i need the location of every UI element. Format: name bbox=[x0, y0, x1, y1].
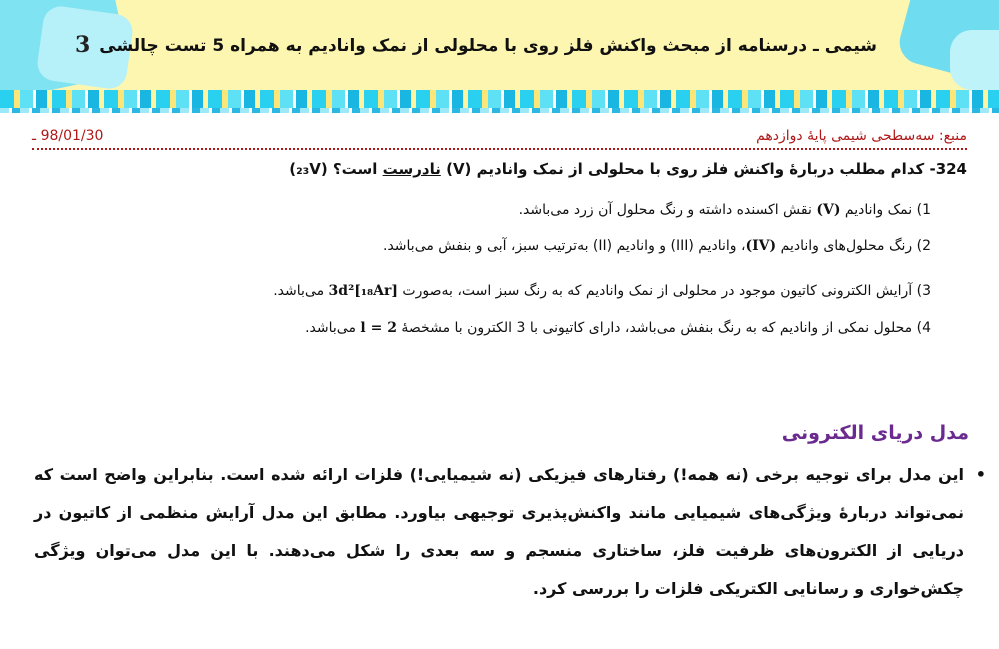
option-4 bbox=[305, 320, 931, 336]
option-text: می‌باشد. bbox=[305, 320, 361, 336]
question-atomic-number: (₂₃V) bbox=[289, 160, 328, 178]
decor-strip-thin bbox=[0, 108, 999, 113]
decor-strip bbox=[0, 90, 999, 108]
question-number: 324- bbox=[929, 160, 967, 178]
question-underlined-word: نادرست bbox=[382, 160, 441, 178]
option-formula: l = 2 bbox=[360, 320, 397, 336]
source-line bbox=[32, 128, 967, 150]
option-text: آرایش الکترونی کاتیون موجود در محلولی از نمک وانادیم که به رنگ سبز است، به‌صورت bbox=[397, 283, 913, 299]
section-paragraph bbox=[34, 456, 986, 608]
question-stem bbox=[289, 160, 967, 178]
option-3 bbox=[273, 283, 931, 299]
bullet-icon: • bbox=[975, 465, 986, 484]
question-element: (V) bbox=[446, 160, 472, 178]
question-text-end: است؟ bbox=[327, 160, 378, 178]
option-text: رنگ محلول‌های وانادیم bbox=[776, 238, 913, 254]
source-date: 98/01/30 ـ bbox=[32, 128, 104, 144]
option-text: محلول نمکی از وانادیم که به رنگ بنفش می‌باشد، دارای کاتیونی با 3 الکترون با مشخصهٔ bbox=[396, 320, 913, 336]
option-number: 1) bbox=[916, 202, 931, 218]
option-formula: (V) bbox=[816, 202, 841, 218]
option-2 bbox=[383, 238, 931, 254]
option-text: می‌باشد. bbox=[273, 283, 329, 299]
paragraph-text: این مدل برای توجیه برخی (نه همه!) رفتارهای فیزیکی (نه شیمیایی!) فلزات ارائه شده است. بنابراین واضح است که نمی‌تواند دربارهٔ ویژگی‌های شیمیایی مانند واکنش‌پذیری توجیهی بیاورد. مطابق این مدل آرایش منظمی از کاتیون در دریایی از الکترون‌های ظرفیت فلز، ساختاری منسجم و سه بعدی را شکل می‌دهند. با این مدل می‌توان ویژگی چکش‌خواری و رسانایی الکتریکی فلزات را بررسی کرد. bbox=[34, 465, 964, 598]
option-1 bbox=[519, 202, 931, 218]
option-number: 2) bbox=[916, 238, 931, 254]
source-text: منبع: سه‌سطحی شیمی پایهٔ دوازدهم bbox=[756, 128, 967, 144]
option-text: ، وانادیم (III) و وانادیم (II) به‌ترتیب سبز، آبی و بنفش می‌باشد. bbox=[383, 238, 746, 254]
question-text: کدام مطلب دربارهٔ واکنش فلز روی با محلولی از نمک وانادیم bbox=[471, 160, 925, 178]
page-number: 3 bbox=[75, 32, 91, 58]
page-header bbox=[0, 0, 999, 90]
option-formula: [₁₈Ar]3d² bbox=[328, 283, 398, 299]
decor-shape bbox=[950, 30, 999, 90]
option-number: 3) bbox=[916, 283, 931, 299]
option-number: 4) bbox=[916, 320, 931, 336]
option-formula: (IV) bbox=[745, 238, 777, 254]
option-text: نمک وانادیم bbox=[840, 202, 913, 218]
page-title: شیمی ـ درسنامه از مبحث واکنش فلز روی با محلولی از نمک وانادیم به همراه 5 تست چالشی bbox=[99, 36, 877, 56]
section-heading: مدل دریای الکترونی bbox=[781, 422, 969, 444]
option-text: نقش اکسنده داشته و رنگ محلول آن زرد می‌باشد. bbox=[518, 202, 817, 218]
